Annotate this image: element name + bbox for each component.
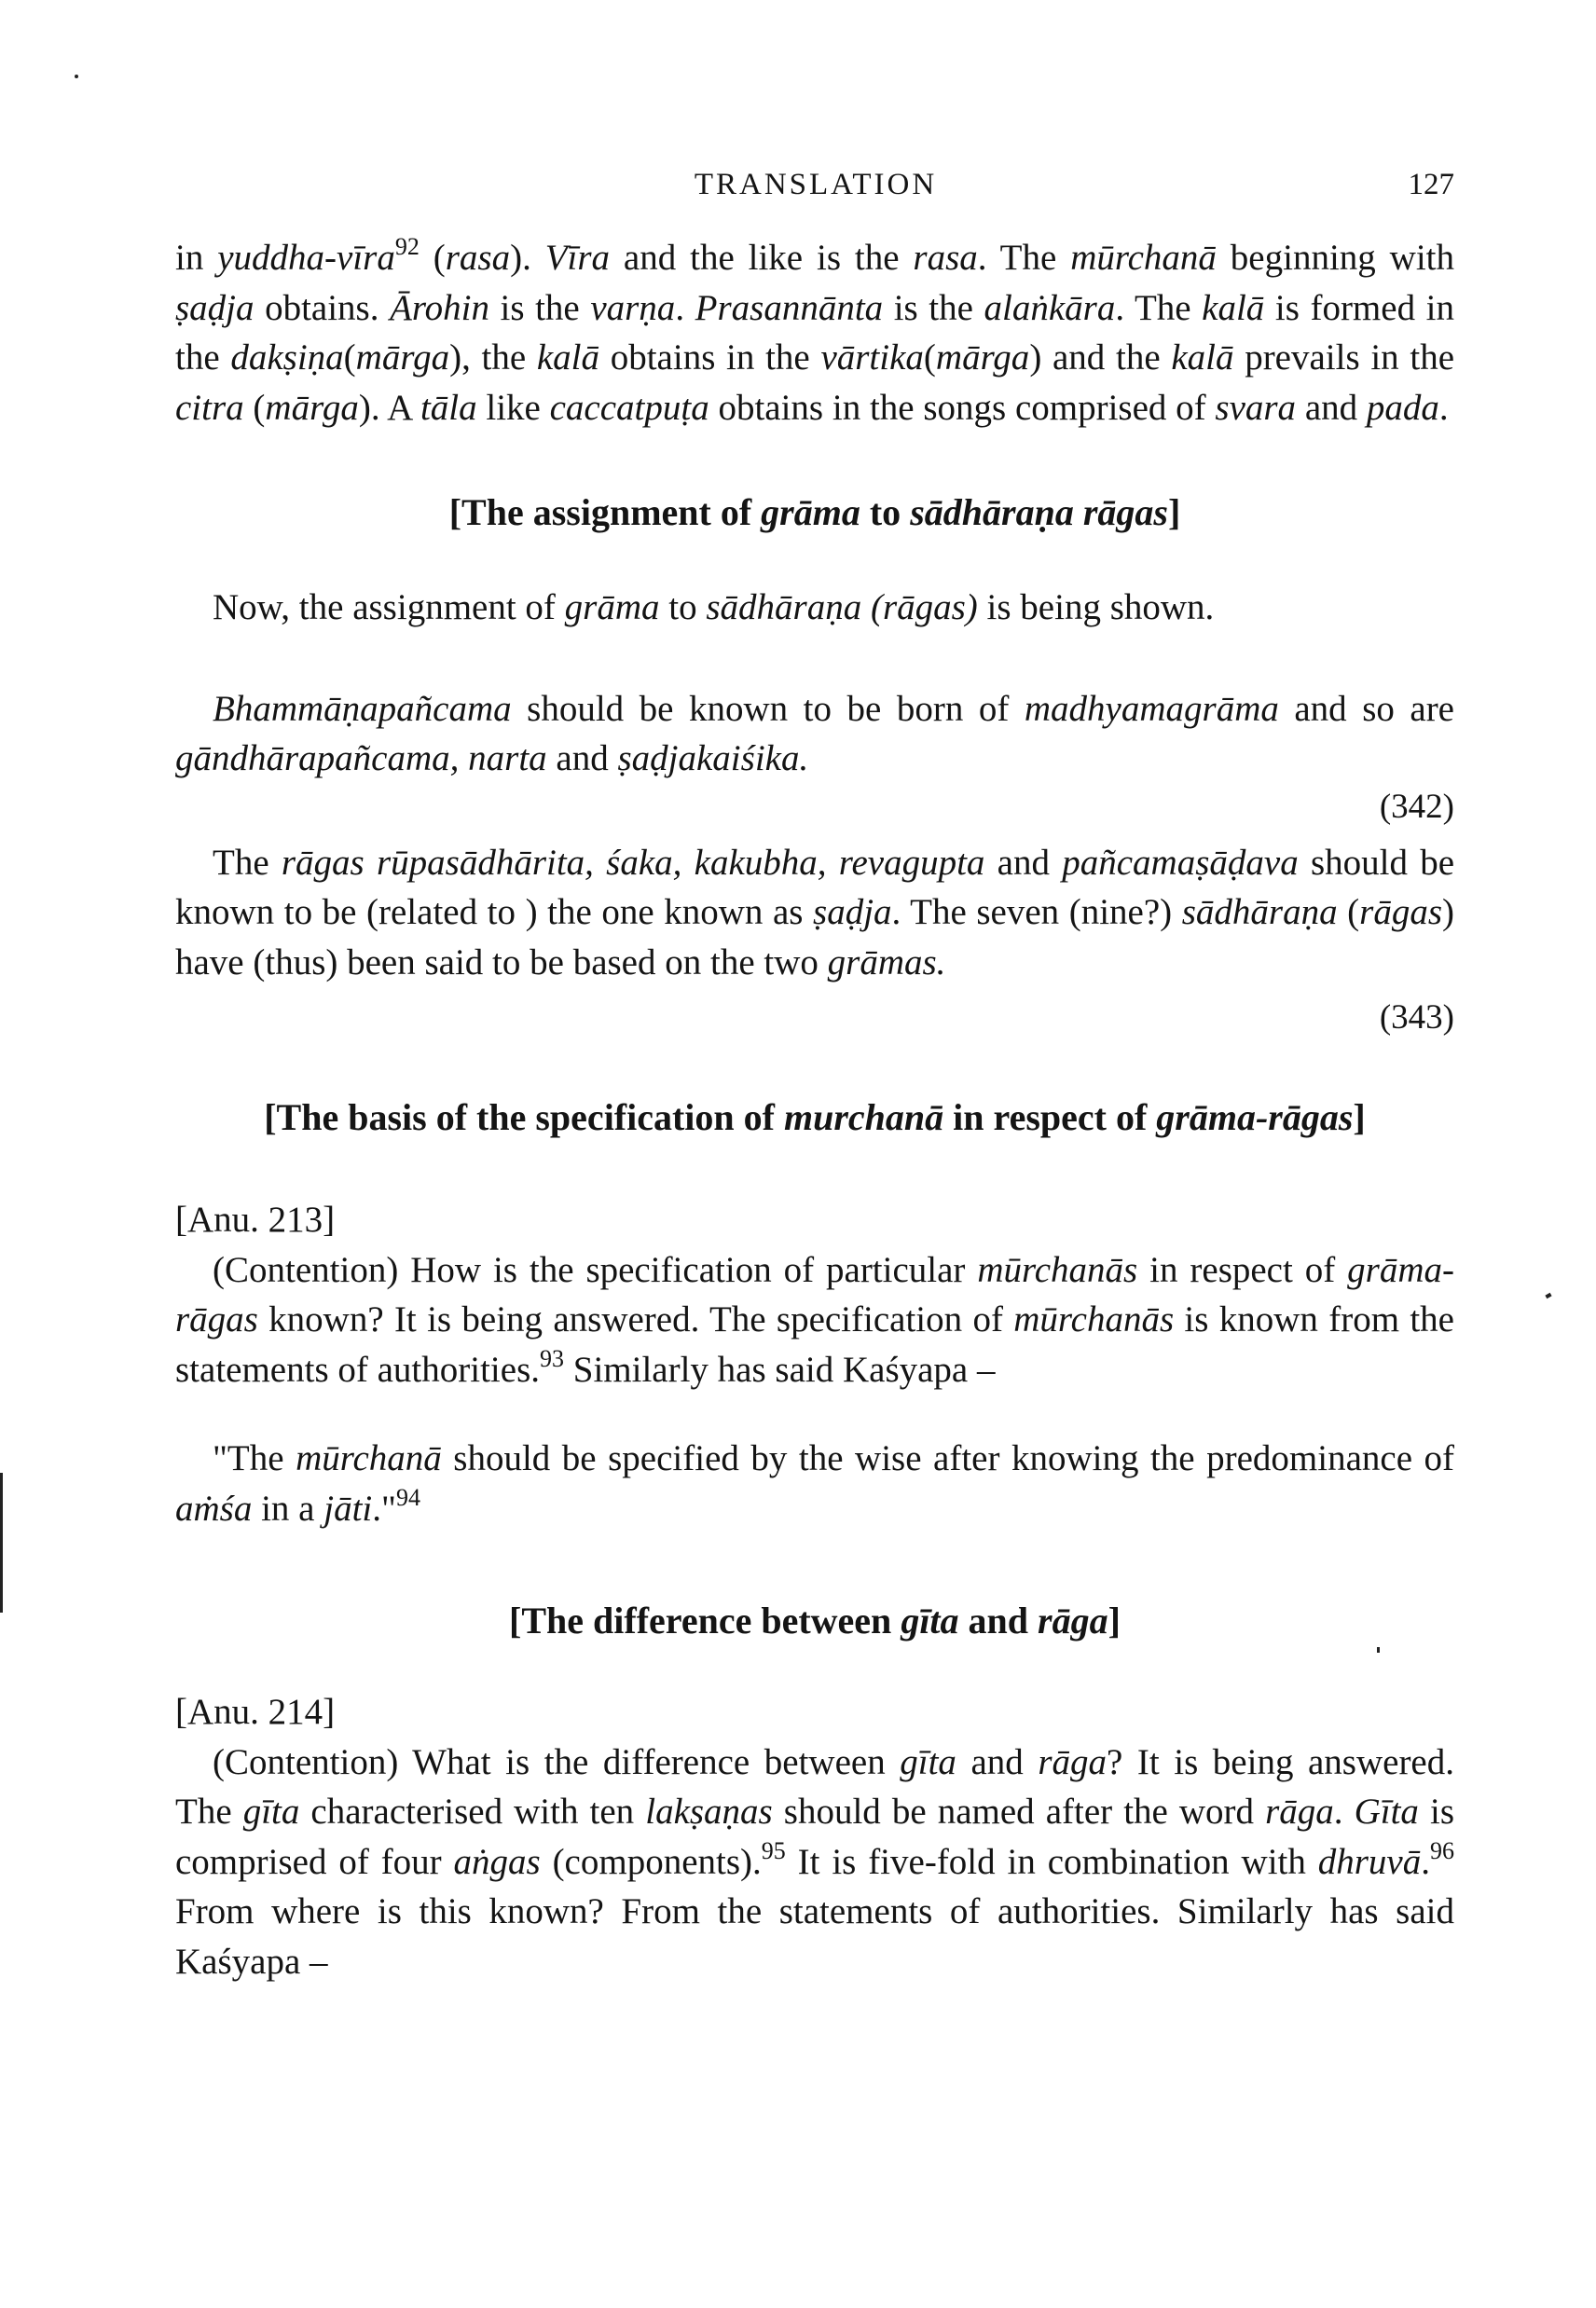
italic-term: mārga — [935, 337, 1030, 378]
text-run: obtains. — [254, 287, 391, 328]
scan-speck — [75, 75, 78, 78]
text-run: prevails in the — [1233, 337, 1455, 378]
text-run: (components). — [540, 1841, 762, 1882]
italic-term: aṅgas — [453, 1841, 541, 1882]
italic-term: gīta — [242, 1792, 300, 1832]
text-run: From where is this known? From the statements of authorities. Similarly has said Kaśyapa – — [175, 1891, 1454, 1982]
paragraph — [175, 1434, 1454, 1533]
italic-term: svara — [1215, 387, 1297, 428]
footnote-marker: 94 — [395, 1483, 420, 1511]
text-run: ] — [1353, 1096, 1366, 1138]
text-run: is formed in the — [175, 287, 1454, 378]
italic-term: madhyamagrāma — [1024, 688, 1279, 729]
italic-term: sādhāraṇa — [1181, 892, 1338, 932]
page-header — [177, 168, 1454, 214]
italic-term: mārga — [355, 337, 450, 378]
text-run: ] — [1167, 491, 1181, 533]
text-run: (Contention) How is the specification of particular — [213, 1249, 978, 1290]
italic-term: mūrchanās — [1013, 1299, 1175, 1339]
italic-term: rāgas rūpasādhārita, śaka, kakubha, revagupta — [281, 842, 985, 883]
italic-term: pañcamaṣāḍava — [1062, 842, 1299, 883]
text-run: like — [476, 387, 550, 428]
running-head: TRANSLATION — [694, 168, 938, 201]
text-run: should be named after the word — [772, 1792, 1266, 1832]
text-run: in respect of — [943, 1096, 1157, 1138]
paragraph — [175, 838, 1454, 988]
text-run: known? It is being answered. The specification of — [257, 1299, 1014, 1339]
italic-term: grāmas. — [827, 941, 946, 982]
text-run: (342) — [1379, 787, 1454, 826]
text-run: . — [1333, 1792, 1355, 1832]
text-run: and — [546, 738, 618, 778]
text-run: obtains in the — [599, 337, 821, 378]
text-run: obtains in the songs comprised of — [709, 387, 1216, 428]
italic-term: grāma-rāgas — [175, 1249, 1454, 1339]
text-run: ). A — [358, 387, 420, 428]
text-run: . The — [977, 238, 1071, 278]
italic-term: gīta — [900, 1741, 956, 1782]
anu-reference — [175, 1687, 1454, 1738]
italic-term: alaṅkāra — [984, 287, 1116, 328]
text-run: ). — [510, 238, 545, 278]
italic-term: kalā — [1171, 337, 1234, 378]
text-run: [The assignment of — [448, 491, 762, 533]
footnote-marker: 93 — [540, 1344, 564, 1372]
text-run: and the like is the — [610, 238, 914, 278]
italic-term: mārga — [265, 387, 359, 428]
italic-term: aṁśa — [175, 1488, 253, 1529]
text-run: . The seven (nine?) — [891, 892, 1182, 932]
text-run: to — [860, 491, 911, 533]
scan-speck — [1545, 1293, 1551, 1298]
footnote-marker: 95 — [761, 1836, 786, 1864]
text-run: should be specified by the wise after knowing the predominance of — [441, 1438, 1454, 1478]
italic-term: ṣaḍjakaiśika. — [617, 738, 809, 778]
text-run: ) and the — [1029, 337, 1172, 378]
text-run: in — [175, 238, 218, 278]
italic-term: rāgas — [1359, 892, 1442, 932]
verse-number — [175, 784, 1454, 831]
italic-term: sādhāraṇa (rāgas) — [706, 587, 978, 627]
italic-term: dakṣiṇa — [230, 337, 344, 378]
text-run: and so are — [1278, 688, 1454, 729]
text-run: [Anu. 214] — [175, 1692, 336, 1732]
page-number: 127 — [1408, 168, 1454, 201]
text-run: [The difference between — [509, 1600, 901, 1642]
paragraph — [175, 583, 1454, 633]
text-run: in a — [252, 1488, 324, 1529]
text-run: ] — [1108, 1600, 1121, 1642]
italic-term: sādhāraṇa rāgas — [910, 491, 1168, 533]
italic-term: rasa — [445, 238, 511, 278]
body-text — [175, 233, 1454, 1986]
italic-term: Prasannānta — [695, 287, 884, 328]
text-run: Similarly has said Kaśyapa – — [564, 1349, 996, 1390]
text-run: is comprised of four — [175, 1792, 1455, 1882]
text-run: ( — [1337, 892, 1360, 932]
anu-reference — [175, 1195, 1454, 1245]
text-run: . — [1438, 387, 1449, 428]
text-run: It is five-fold in combination with — [785, 1841, 1318, 1882]
text-run: . — [675, 287, 695, 328]
italic-term: kalā — [1202, 287, 1265, 328]
text-run: ( — [923, 337, 936, 378]
text-run: ." — [372, 1488, 396, 1529]
italic-term: grāma — [564, 587, 660, 627]
text-run: is the — [883, 287, 984, 328]
text-run: (343) — [1379, 998, 1454, 1037]
text-run: and — [956, 1741, 1039, 1782]
text-run: is being shown. — [977, 587, 1215, 627]
text-run: to — [659, 587, 707, 627]
text-run: ), the — [449, 337, 537, 378]
text-run: ) have (thus) been said to be based on the two — [175, 892, 1454, 982]
italic-term: kalā — [536, 337, 600, 378]
italic-term: vārtika — [820, 337, 924, 378]
scan-speck — [1377, 1647, 1380, 1653]
italic-term: gāndhārapañcama, narta — [175, 738, 547, 778]
italic-term: ṣaḍja — [175, 287, 255, 328]
text-run: (Contention) What is the difference between — [213, 1741, 901, 1782]
section-heading — [175, 1095, 1454, 1139]
text-run: Now, the assignment of — [213, 587, 565, 627]
italic-term: murchanā — [784, 1096, 944, 1138]
text-run: ( — [243, 387, 266, 428]
italic-term: pada — [1366, 387, 1439, 428]
text-run: beginning with — [1216, 238, 1454, 278]
italic-term: lakṣaṇas — [645, 1792, 773, 1832]
footnote-marker: 92 — [394, 233, 420, 260]
paragraph — [175, 1245, 1454, 1395]
italic-term: dhruvā — [1317, 1841, 1422, 1882]
italic-term: yuddha-vīra — [217, 238, 395, 278]
text-run: ? It is being answered. The — [175, 1741, 1454, 1832]
italic-term: jāti — [323, 1488, 373, 1529]
italic-term: grāma — [761, 491, 860, 533]
footnote-marker: 96 — [1429, 1836, 1454, 1864]
paragraph — [175, 233, 1454, 433]
text-run: [The basis of the specification of — [264, 1096, 784, 1138]
italic-term: gīta — [901, 1600, 959, 1642]
paragraph — [175, 684, 1454, 784]
text-run: and — [984, 842, 1063, 883]
italic-term: rasa — [913, 238, 978, 278]
italic-term: rāga — [1265, 1792, 1334, 1832]
italic-term: citra — [175, 387, 244, 428]
section-heading — [175, 1599, 1454, 1642]
italic-term: caccatpuṭa — [549, 387, 709, 428]
text-run: ( — [343, 337, 356, 378]
italic-term: mūrchanā — [1070, 238, 1217, 278]
text-run: in respect of — [1137, 1249, 1348, 1290]
text-run: and — [958, 1600, 1039, 1642]
text-run: ( — [419, 238, 446, 278]
text-run: "The — [213, 1438, 296, 1478]
text-run: is the — [488, 287, 591, 328]
italic-term: ṣaḍja — [813, 892, 892, 932]
italic-term: Gīta — [1354, 1792, 1419, 1832]
text-run: [Anu. 213] — [175, 1200, 336, 1240]
italic-term: rāga — [1038, 1600, 1108, 1642]
italic-term: tāla — [420, 387, 477, 428]
italic-term: Ārohin — [390, 287, 489, 328]
text-run: is known from the statements of authorities. — [175, 1299, 1454, 1390]
italic-term: Bhammāṇapañcama — [213, 688, 512, 729]
scan-edge-line — [0, 1473, 3, 1613]
paragraph — [175, 1738, 1454, 1987]
italic-term: mūrchanā — [296, 1438, 442, 1478]
text-run: The — [213, 842, 282, 883]
verse-number — [175, 995, 1454, 1041]
text-run: . — [1421, 1841, 1430, 1882]
text-run: characterised with ten — [299, 1792, 646, 1832]
text-run: . The — [1115, 287, 1203, 328]
section-heading — [175, 490, 1454, 534]
italic-term: varṇa — [590, 287, 676, 328]
italic-term: rāga — [1038, 1741, 1108, 1782]
text-run: should be known to be born of — [511, 688, 1025, 729]
italic-term: Vīra — [544, 238, 611, 278]
italic-term: grāma-rāgas — [1156, 1096, 1354, 1138]
italic-term: mūrchanās — [977, 1249, 1138, 1290]
text-run: should be known to be (related to ) the one known as — [175, 842, 1455, 932]
text-run: and — [1296, 387, 1367, 428]
